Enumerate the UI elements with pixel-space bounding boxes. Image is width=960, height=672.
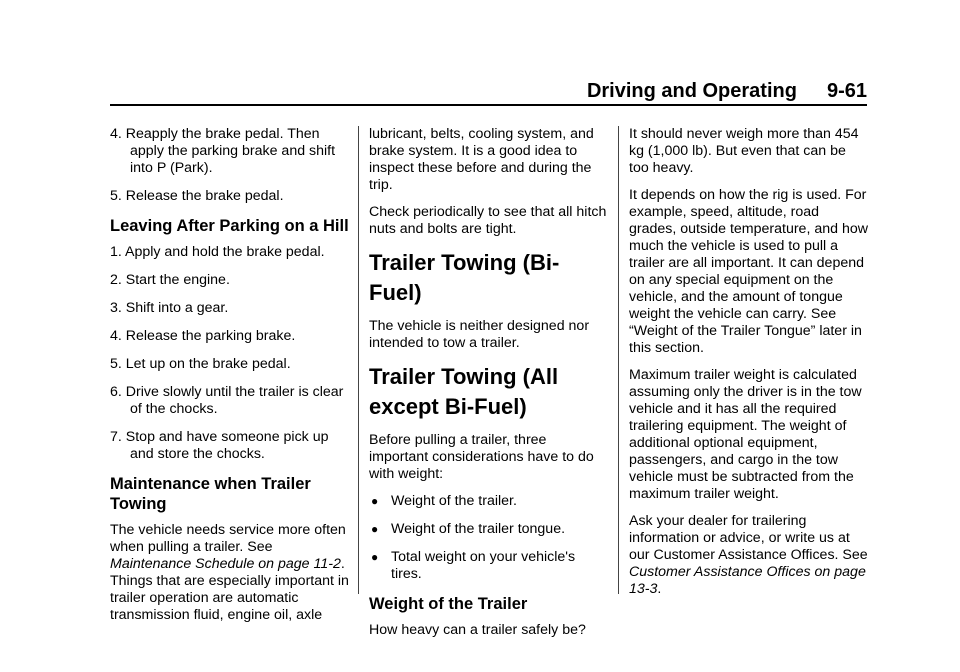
bullet-text: Weight of the trailer tongue.	[391, 521, 566, 537]
paragraph-4-text: Ask your dealer for trailering information or advice, or write us at our Customer Assistance Offices. See	[629, 513, 868, 563]
bullet-text: Total weight on your vehicle's tires.	[391, 549, 576, 582]
bullet-item	[369, 521, 609, 538]
list-item: 4. Release the parking brake.	[110, 328, 296, 344]
list-item: 1. Apply and hold the brake pedal.	[110, 244, 325, 260]
paragraph-continued: lubricant, belts, cooling system, and brake system. It is a good idea to inspect these before and during the trip.	[369, 126, 594, 193]
list-item: 5. Let up on the brake pedal.	[110, 356, 291, 372]
bullet-item	[369, 493, 609, 510]
column-divider-2	[618, 126, 619, 594]
paragraph-4	[629, 513, 869, 598]
column-1	[110, 126, 350, 634]
maintenance-text-cont: . Things that are especially important in trailer operation are automatic transmission fluid, engine oil, axle	[110, 556, 349, 623]
paragraph-weight: How heavy can a trailer safely be?	[369, 622, 586, 638]
maintenance-schedule-link[interactable]: Maintenance Schedule on page 11-2	[110, 556, 341, 572]
list-item: 5. Release the brake pedal.	[110, 188, 284, 204]
list-item: 7. Stop and have someone pick up and store the chocks.	[110, 429, 329, 462]
list-item: 3. Shift into a gear.	[110, 300, 229, 316]
bullet-icon: ●	[371, 522, 379, 536]
heading-trailer-towing-bifuel: Trailer Towing (Bi-Fuel)	[369, 250, 560, 305]
header-rule	[110, 104, 867, 106]
section-title: Driving and Operating	[586, 80, 797, 102]
paragraph-check: Check periodically to see that all hitch nuts and bolts are tight.	[369, 204, 607, 237]
paragraph-4-end: .	[657, 581, 662, 597]
heading-leaving-after-parking: Leaving After Parking on a Hill	[110, 217, 349, 235]
paragraph-all-except: Before pulling a trailer, three important considerations have to do with weight:	[369, 432, 594, 482]
paragraph-2: It depends on how the rig is used. For example, speed, altitude, road grades, outside temperature, and how much the vehicle is used to pull a trailer are all important. It can depend on any special equipment on the vehicle, and the amount of tongue weight the vehicle can carry. See “Weight of the Trailer Tongue” later in this section.	[629, 187, 868, 356]
heading-weight-of-trailer: Weight of the Trailer	[369, 595, 528, 613]
list-item: 4. Reapply the brake pedal. Then apply the parking brake and shift into P (Park).	[110, 126, 336, 176]
bullet-icon: ●	[371, 550, 379, 564]
list-item: 2. Start the engine.	[110, 272, 230, 288]
column-divider-1	[358, 126, 359, 594]
maintenance-text: The vehicle needs service more often when pulling a trailer. See	[110, 522, 346, 555]
page-number: 9-61	[826, 80, 867, 102]
customer-assistance-link[interactable]: Customer Assistance Offices on page 13-3	[629, 564, 866, 597]
heading-trailer-towing-all-except: Trailer Towing (All except Bi-Fuel)	[369, 364, 559, 419]
bullet-icon: ●	[371, 494, 379, 508]
paragraph-3: Maximum trailer weight is calculated assuming only the driver is in the tow vehicle and it has all the required trailering equipment. The weight of additional optional equipment, passengers, and cargo in the tow vehicle must be subtracted from the maximum trailer weight.	[629, 367, 862, 502]
bullet-text: Weight of the trailer.	[391, 493, 517, 509]
page-header	[110, 80, 867, 106]
paragraph-bifuel: The vehicle is neither designed nor intended to tow a trailer.	[369, 318, 590, 351]
bullet-item	[369, 549, 609, 583]
paragraph-1: It should never weigh more than 454 kg (1,000 lb). But even that can be too heavy.	[629, 126, 859, 176]
column-2	[369, 126, 609, 649]
list-item: 6. Drive slowly until the trailer is clear of the chocks.	[110, 384, 344, 417]
maintenance-paragraph	[110, 522, 350, 624]
column-3	[629, 126, 869, 608]
heading-maintenance: Maintenance when Trailer Towing	[110, 475, 311, 513]
